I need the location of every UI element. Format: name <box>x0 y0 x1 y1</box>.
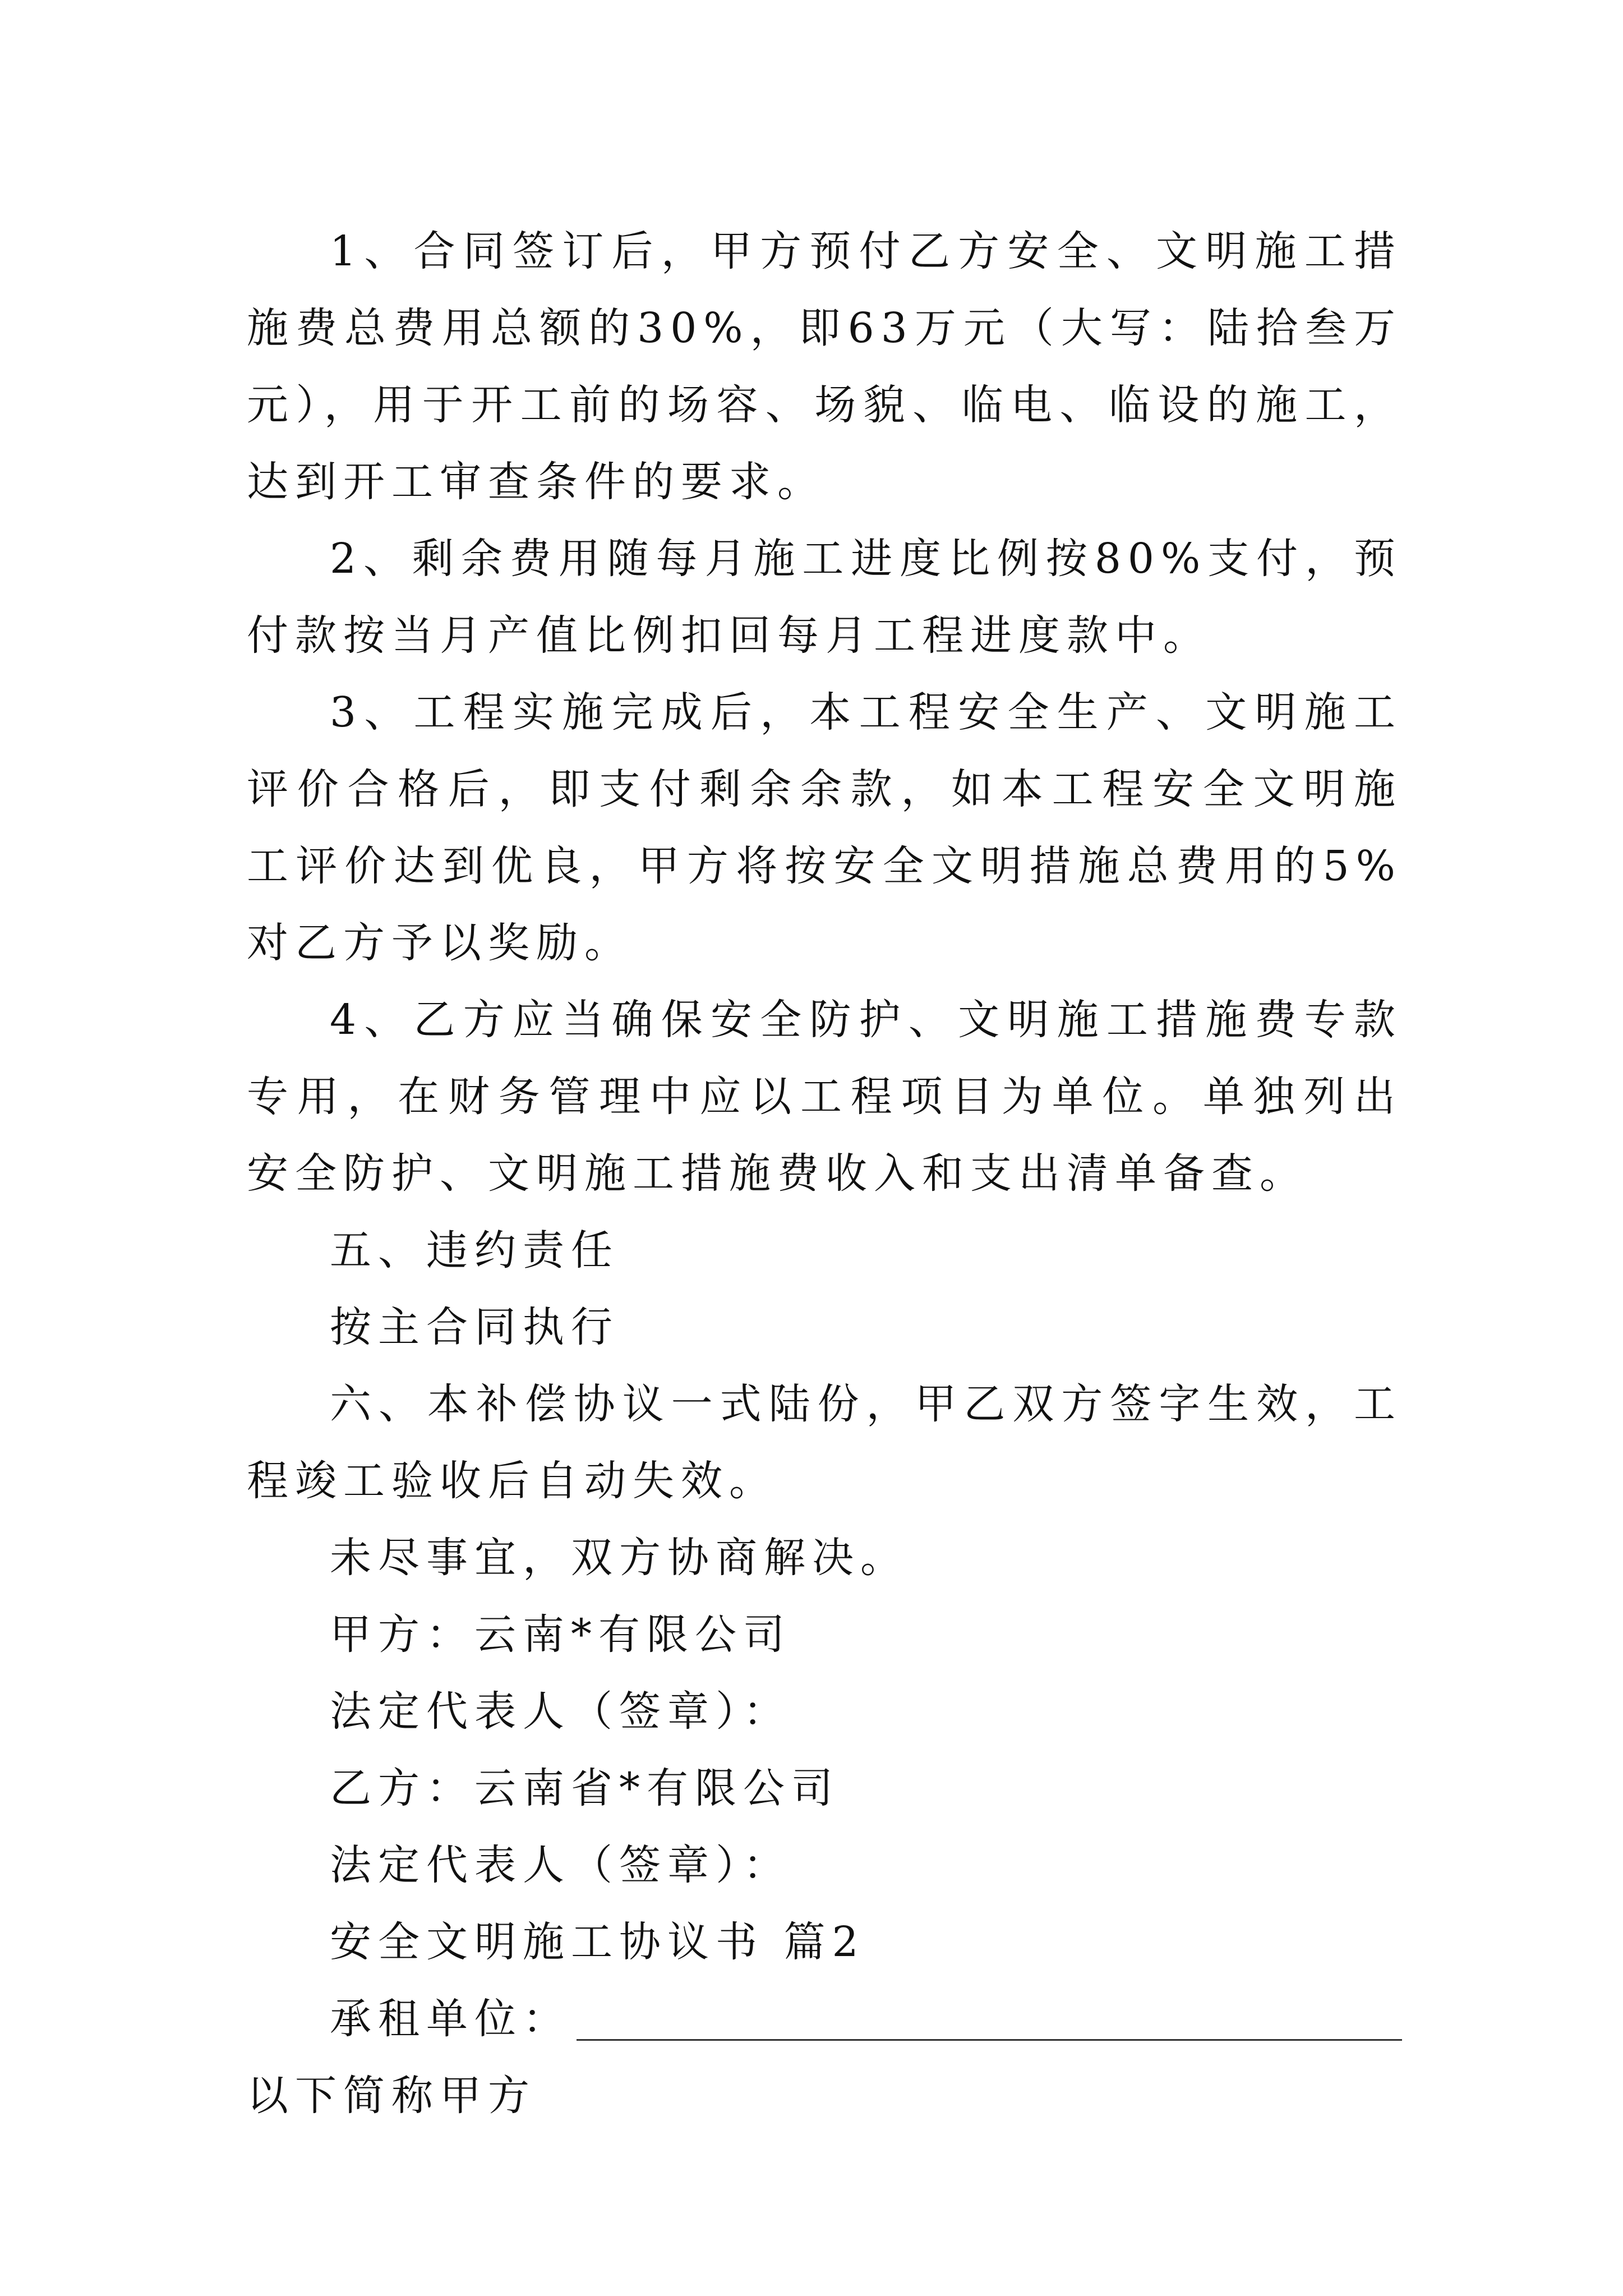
document-page <box>247 213 1402 2134</box>
clause-dedicated-funds: 4、乙方应当确保安全防护、文明施工措施费专款专用，在财务管理中应以工程项目为单位。单独列出安全防护、文明施工措施费收入和支出清单备查。 <box>247 996 1402 1198</box>
renter-unit-note: 以下简称甲方 <box>247 2072 536 2120</box>
unresolved-matters: 未尽事宜，双方协商解决。 <box>330 1534 909 1582</box>
clause-payment-remaining: 2、剩余费用随每月施工进度比例按80%支付，预付款按当月产值比例扣回每月工程进度款中。 <box>247 535 1402 660</box>
liability-text: 按主合同执行 <box>330 1303 619 1351</box>
party-a-representative: 法定代表人（签章）： <box>330 1687 791 1736</box>
renter-unit-label: 承租单位： <box>330 1995 571 2043</box>
section-heading-liability: 五、违约责任 <box>330 1226 619 1274</box>
renter-unit-row <box>247 1981 1402 2058</box>
renter-unit-blank-line <box>577 2039 1402 2041</box>
clause-validity: 六、本补偿协议一式陆份，甲乙双方签字生效，工程竣工验收后自动失效。 <box>247 1380 1402 1505</box>
party-b-representative: 法定代表人（签章）： <box>330 1841 791 1889</box>
clause-payment-final: 3、工程实施完成后，本工程安全生产、文明施工评价合格后，即支付剩余余款，如本工程安全文明施工评价达到优良，甲方将按安全文明措施总费用的5%对乙方予以奖励。 <box>247 688 1402 967</box>
party-b-name: 乙方：云南省*有限公司 <box>330 1764 840 1812</box>
clause-payment-advance: 1、合同签订后，甲方预付乙方安全、文明施工措施费总费用总额的30%，即63万元（大写：陆拾叁万元），用于开工前的场容、场貌、临电、临设的施工，达到开工审查条件的要求。 <box>247 227 1402 506</box>
party-a-name: 甲方：云南*有限公司 <box>330 1611 791 1659</box>
agreement-title-part-2: 安全文明施工协议书 篇2 <box>330 1918 865 1966</box>
